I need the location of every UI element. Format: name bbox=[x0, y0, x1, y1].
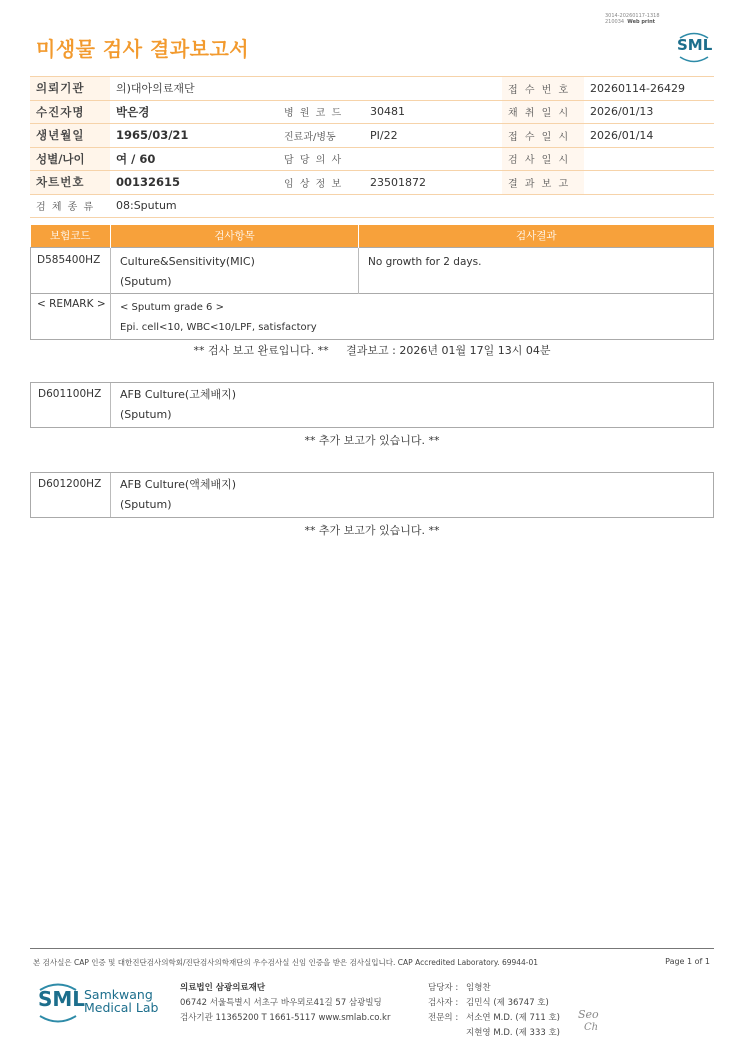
insurance-code: D601100HZ bbox=[31, 383, 111, 427]
value-birth-date: 1965/03/21 bbox=[110, 124, 278, 148]
label-specimen-type: 검 체 종 류 bbox=[30, 194, 110, 218]
value-physician bbox=[364, 147, 502, 171]
label-department: 진료과/병동 bbox=[278, 124, 364, 148]
value-receipt-date: 2026/01/14 bbox=[584, 124, 714, 148]
samkwang-logo bbox=[36, 980, 166, 1026]
value-accession-number: 20260114-26429 bbox=[584, 77, 714, 101]
staff-info bbox=[428, 981, 560, 1041]
test-item-specimen: (Sputum) bbox=[120, 498, 172, 511]
label-result-report: 결 과 보 고 bbox=[502, 171, 584, 195]
test-item-specimen: (Sputum) bbox=[120, 274, 172, 288]
staff-row: 검사자 : 김민식 (제 36747 호) bbox=[428, 998, 549, 1008]
results-header-row bbox=[31, 225, 714, 247]
header-test-result: 검사결과 bbox=[359, 225, 714, 247]
value-empty bbox=[364, 77, 502, 101]
test-item-name: AFB Culture(액체배지) bbox=[120, 478, 237, 491]
label-chart-number: 차트번호 bbox=[30, 171, 110, 195]
label-patient-name: 수진자명 bbox=[30, 100, 110, 124]
org-address: 06742 서울특별시 서초구 바우뫼로41길 57 삼광빌딩 bbox=[180, 998, 382, 1008]
patient-info-table bbox=[30, 76, 714, 218]
label-receipt-date: 접 수 일 시 bbox=[502, 124, 584, 148]
remark-detail: Epi. cell<10, WBC<10/LPF, satisfactory bbox=[120, 321, 317, 333]
footer-divider bbox=[30, 948, 714, 949]
result-row bbox=[31, 247, 714, 293]
value-chart-number: 00132615 bbox=[110, 171, 278, 195]
label-requesting-org: 의뢰기관 bbox=[30, 77, 110, 101]
additional-report-note: ** 추가 보고가 있습니다. ** bbox=[304, 434, 440, 447]
report-meta-code: 210034 bbox=[605, 19, 625, 25]
label-hospital-code: 병 원 코 드 bbox=[278, 100, 364, 124]
org-contact: 검사기관 11365200 T 1661-5117 www.smlab.co.kr bbox=[180, 1013, 391, 1023]
label-physician: 담 당 의 사 bbox=[278, 147, 364, 171]
label-sex-age: 성별/나이 bbox=[30, 147, 110, 171]
staff-row: 전문의 : 서소연 M.D. (제 711 호) bbox=[428, 1013, 561, 1023]
value-requesting-org: 의)대아의료재단 bbox=[110, 77, 278, 101]
insurance-code: D585400HZ bbox=[31, 247, 111, 293]
report-meta-id: 3014-20260117-1318 bbox=[605, 13, 660, 19]
remark-row bbox=[31, 293, 714, 339]
label-clinical-info: 임 상 정 보 bbox=[278, 171, 364, 195]
value-department: PI/22 bbox=[364, 124, 502, 148]
value-test-date bbox=[584, 147, 714, 171]
page-number: Page 1 of 1 bbox=[665, 957, 710, 966]
test-item-name: Culture&Sensitivity(MIC) bbox=[120, 254, 255, 268]
info-row bbox=[30, 171, 714, 195]
test-item-specimen: (Sputum) bbox=[120, 408, 172, 421]
logo-name-line1: Samkwang bbox=[84, 987, 153, 1002]
label-test-date: 검 사 일 시 bbox=[502, 147, 584, 171]
test-item-name: AFB Culture(고체배지) bbox=[120, 388, 237, 401]
web-print-label: Web print bbox=[627, 19, 656, 25]
sml-logo bbox=[674, 30, 714, 64]
test-result: No growth for 2 days. bbox=[368, 255, 482, 268]
staff-row: 지현영 M.D. (제 333 호) bbox=[466, 1028, 561, 1038]
value-collection-date: 2026/01/13 bbox=[584, 100, 714, 124]
value-specimen-type: 08:Sputum bbox=[110, 194, 278, 218]
additional-report-note: ** 추가 보고가 있습니다. ** bbox=[304, 524, 440, 537]
info-row bbox=[30, 147, 714, 171]
value-clinical-info: 23501872 bbox=[364, 171, 502, 195]
info-row bbox=[30, 77, 714, 101]
organization-info bbox=[180, 981, 390, 1026]
signature: Seo bbox=[578, 1008, 599, 1021]
remark-grade: < Sputum grade 6 > bbox=[120, 301, 224, 313]
info-row bbox=[30, 194, 714, 218]
report-status-note: ** 검사 보고 완료입니다. ** 결과보고 : 2026년 01월 17일 13시 04분 bbox=[193, 344, 551, 357]
page-title: 미생물 검사 결과보고서 bbox=[36, 37, 250, 61]
value-sex-age: 여 / 60 bbox=[110, 147, 278, 171]
report-meta bbox=[605, 13, 660, 25]
label-empty bbox=[278, 77, 364, 101]
logo-name-line2: Medical Lab bbox=[84, 1000, 159, 1015]
certification-text: 본 검사실은 CAP 인증 및 대한진단검사의학회/진단검사의학재단의 우수검사실 신임 인증을 받은 검사실입니다. CAP Accredited Laboratory. 69944-01 bbox=[33, 958, 539, 967]
results-table bbox=[30, 225, 714, 340]
logo-text: SML bbox=[677, 36, 713, 54]
value-patient-name: 박은경 bbox=[110, 100, 278, 124]
value-result-report bbox=[584, 171, 714, 195]
info-row bbox=[30, 100, 714, 124]
signature: Ch bbox=[584, 1022, 599, 1033]
insurance-code: D601200HZ bbox=[31, 473, 111, 517]
label-collection-date: 채 취 일 시 bbox=[502, 100, 584, 124]
header-insurance-code: 보험코드 bbox=[31, 225, 111, 247]
staff-row: 담당자 : 임형찬 bbox=[428, 983, 491, 993]
label-accession-number: 접 수 번 호 bbox=[502, 77, 584, 101]
value-hospital-code: 30481 bbox=[364, 100, 502, 124]
logo-text: SML bbox=[38, 987, 86, 1011]
org-name: 의료법인 삼광의료재단 bbox=[180, 983, 266, 993]
remark-label: < REMARK > bbox=[31, 293, 111, 339]
info-row bbox=[30, 124, 714, 148]
header-test-item: 검사항목 bbox=[111, 225, 359, 247]
result-block-afb-liquid bbox=[30, 472, 714, 518]
label-birth-date: 생년월일 bbox=[30, 124, 110, 148]
result-block-afb-solid bbox=[30, 382, 714, 428]
